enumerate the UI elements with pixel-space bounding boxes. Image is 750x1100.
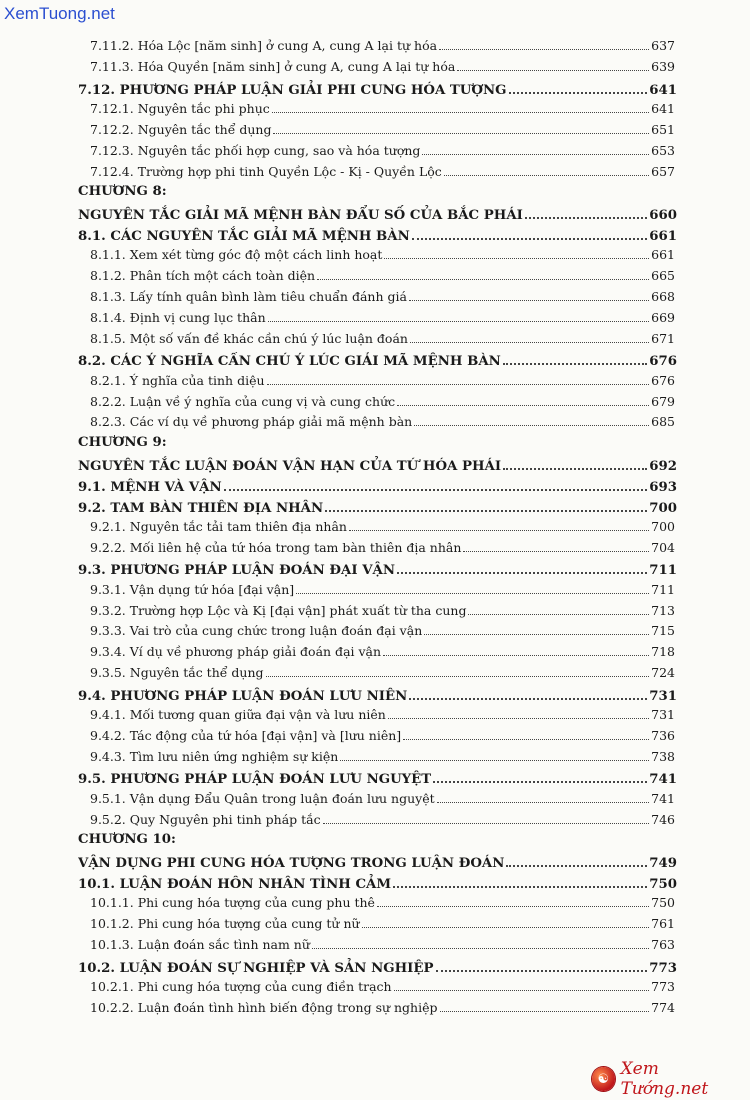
toc-entry-title: 9.3.5. Nguyên tắc thể dụng — [90, 665, 264, 681]
dot-leader — [436, 958, 648, 972]
toc-entry — [90, 122, 675, 137]
dot-leader — [403, 728, 649, 740]
toc-entry-page: 750 — [649, 876, 677, 892]
toc-entry — [78, 958, 677, 976]
toc-entry — [78, 770, 677, 788]
site-logo — [592, 1059, 744, 1099]
dot-leader — [349, 519, 649, 531]
toc-entry-title: 7.12.4. Trường hợp phi tinh Quyền Lộc - Kị - Quyền Lộc — [90, 163, 442, 179]
toc-entry — [78, 853, 677, 871]
toc-entry-title: 7.12.2. Nguyên tắc thể dụng — [90, 121, 272, 137]
dot-leader — [433, 770, 647, 784]
toc-entry-title: 8.2.2. Luận về ý nghĩa của cung vị và cung chức — [90, 393, 396, 409]
dot-leader — [397, 393, 649, 405]
toc-entry — [78, 477, 677, 495]
toc-entry-page: 669 — [651, 309, 675, 325]
toc-entry-title: 10.2.2. Luận đoán tình hình biến động trong sự nghiệp — [90, 999, 438, 1015]
toc-entry-page: 773 — [649, 960, 677, 976]
dot-leader — [317, 268, 649, 280]
toc-entry-title: 8.2. CÁC Ý NGHĨA CẦN CHÚ Ý LÚC GIẢI MÃ MỆNH BÀN — [78, 354, 501, 370]
toc-entry-page: 653 — [651, 142, 675, 158]
toc-entry-title: CHƯƠNG 10: — [78, 832, 176, 848]
toc-entry-title: 9.4.2. Tác động của tứ hóa [đại vận] và [lưu niên] — [90, 727, 402, 743]
toc-entry-title: 10.1.3. Luận đoán sắc tình nam nữ — [90, 936, 310, 952]
toc-entry-page: 676 — [651, 372, 675, 388]
toc-entry-title: 8.1.5. Một số vấn đề khác cần chú ý lúc luận đoán — [90, 330, 408, 346]
site-watermark: XemTuong.net — [4, 4, 115, 23]
chapter-heading — [78, 184, 677, 199]
toc-entry-title: 7.12. PHƯƠNG PHÁP LUẬN GIẢI PHI CUNG HÓA TƯỢNG — [78, 82, 507, 98]
toc-entry-page: 661 — [651, 247, 675, 263]
dot-leader — [503, 352, 647, 366]
toc-entry-page: 761 — [651, 916, 675, 932]
toc-entry-page: 731 — [651, 707, 675, 723]
toc-entry-page: 763 — [651, 936, 675, 952]
dot-leader — [439, 38, 649, 50]
toc-entry — [90, 163, 675, 178]
dot-leader — [362, 916, 650, 928]
toc-entry-page: 738 — [651, 748, 675, 764]
dot-leader — [397, 561, 647, 575]
dot-leader — [268, 310, 650, 322]
toc-entry-page: 715 — [651, 623, 675, 639]
toc-entry-page: 713 — [651, 602, 675, 618]
toc-entry — [78, 226, 677, 244]
toc-entry-page: 641 — [649, 82, 677, 98]
toc-entry-page: 637 — [651, 38, 675, 54]
dot-leader — [468, 602, 649, 614]
toc-entry-page: 750 — [651, 895, 675, 911]
dot-leader — [509, 80, 648, 94]
toc-entry-page: 661 — [649, 229, 677, 245]
dot-leader — [323, 811, 650, 823]
toc-entry-page: 704 — [651, 539, 675, 555]
toc-entry-page: 676 — [649, 354, 677, 370]
toc-entry-page: 741 — [651, 790, 675, 806]
toc-entry-page: 692 — [649, 458, 677, 474]
toc-entry-page: 773 — [651, 978, 675, 994]
toc-entry-page: 731 — [649, 688, 677, 704]
toc-entry — [90, 331, 675, 346]
toc-entry-page: 700 — [649, 500, 677, 516]
toc-entry-title: 8.2.1. Ý nghĩa của tinh diệu — [90, 372, 265, 388]
toc-entry-page: 671 — [651, 330, 675, 346]
dot-leader — [422, 143, 649, 155]
toc-entry-title: 9.3. PHƯƠNG PHÁP LUẬN ĐOÁN ĐẠI VẬN — [78, 563, 395, 579]
toc-entry — [90, 749, 675, 764]
toc-entry — [90, 414, 675, 429]
toc-entry — [90, 540, 675, 555]
toc-entry — [90, 895, 675, 910]
dot-leader — [409, 289, 649, 301]
toc-entry — [78, 456, 677, 474]
toc-entry-title: 9.2.2. Mối liên hệ của tứ hóa trong tam bàn thiên địa nhân — [90, 539, 462, 555]
toc-entry — [90, 38, 675, 53]
dot-leader — [412, 226, 647, 240]
toc-entry-page: 660 — [649, 208, 677, 224]
dot-leader — [312, 937, 649, 949]
dot-leader — [409, 686, 647, 700]
toc-entry-title: 9.1. MỆNH VÀ VẬN — [78, 479, 222, 495]
toc-entry-page: 711 — [651, 581, 675, 597]
toc-entry-page: 657 — [651, 163, 675, 179]
toc-entry — [90, 101, 675, 116]
toc-entry — [90, 623, 675, 638]
toc-entry-title: 7.12.1. Nguyên tắc phi phục — [90, 100, 270, 116]
toc-entry — [90, 707, 675, 722]
dot-leader — [266, 665, 650, 677]
toc-entry-title: 9.5.2. Quy Nguyên phi tinh pháp tắc — [90, 811, 321, 827]
toc-entry-page: 679 — [651, 393, 675, 409]
toc-entry — [78, 686, 677, 704]
dot-leader — [457, 59, 649, 71]
toc-entry-page: 718 — [651, 644, 675, 660]
dot-leader — [388, 707, 649, 719]
dot-leader — [437, 790, 650, 802]
toc-entry-title: 8.1.1. Xem xét từng góc độ một cách linh hoạt — [90, 247, 383, 263]
toc-entry-page: 746 — [651, 811, 675, 827]
toc-entry — [90, 979, 675, 994]
toc-entry-title: CHƯƠNG 9: — [78, 435, 167, 451]
toc-entry-title: 9.2.1. Nguyên tắc tải tam thiên địa nhân — [90, 518, 347, 534]
toc-entry — [90, 143, 675, 158]
toc-entry-title: 7.11.3. Hóa Quyền [năm sinh] ở cung A, cung A lại tự hóa — [90, 59, 456, 75]
dot-leader — [463, 540, 649, 552]
toc-entry-title: 10.1. LUẬN ĐOÁN HÔN NHÂN TÌNH CẢM — [78, 876, 392, 892]
toc-entry — [90, 602, 675, 617]
toc-entry — [78, 561, 677, 579]
toc-entry-page: 641 — [651, 100, 675, 116]
toc-entry — [90, 790, 675, 805]
dot-leader — [272, 101, 649, 113]
toc-entry-title: 9.3.2. Trường hợp Lộc và Kị [đại vận] phát xuất từ tha cung — [90, 602, 467, 618]
toc-entry-page: 774 — [651, 999, 675, 1015]
dot-leader — [410, 331, 649, 343]
dot-leader — [503, 456, 647, 470]
toc-entry-title: 7.11.2. Hóa Lộc [năm sinh] ở cung A, cung A lại tự hóa — [90, 38, 438, 54]
toc-entry-page: 668 — [651, 289, 675, 305]
toc-entry-page: 749 — [649, 856, 677, 872]
toc-entry-title: 9.4. PHƯƠNG PHÁP LUẬN ĐOÁN LƯU NIÊN — [78, 688, 408, 704]
toc-entry — [90, 728, 675, 743]
dot-leader — [393, 874, 647, 888]
toc-entry-page: 741 — [649, 772, 677, 788]
toc-entry-title: 10.2.1. Phi cung hóa tượng của cung điền trạch — [90, 978, 392, 994]
toc-entry-page: 736 — [651, 727, 675, 743]
toc-entry — [78, 205, 677, 223]
toc-entry-title: 9.2. TAM BÀN THIÊN ĐỊA NHÂN — [78, 500, 324, 516]
toc-entry-page: 724 — [651, 665, 675, 681]
toc-entry-title: 8.1.4. Định vị cung lục thân — [90, 309, 266, 325]
toc-entry-title: NGUYÊN TẮC LUẬN ĐOÁN VẬN HẠN CỦA TỨ HÓA PHÁI — [78, 458, 502, 474]
toc-entry — [78, 80, 677, 98]
toc-entry-title: 9.4.1. Mối tương quan giữa đại vận và lưu niên — [90, 707, 386, 723]
dot-leader — [525, 205, 647, 219]
toc-entry-title: 7.12.3. Nguyên tắc phối hợp cung, sao và hóa tượng — [90, 142, 421, 158]
dot-leader — [340, 749, 649, 761]
toc-entry-title: 8.2.3. Các ví dụ về phương pháp giải mã mệnh bàn — [90, 414, 413, 430]
site-logo-text: Xem Tướng.net — [620, 1059, 709, 1099]
toc-entry-title: VẬN DỤNG PHI CUNG HÓA TƯỢNG TRONG LUẬN ĐOÁN — [78, 856, 505, 872]
toc-entry — [78, 352, 677, 370]
toc-entry — [90, 310, 675, 325]
toc-entry-page: 711 — [649, 563, 677, 579]
toc-entry — [90, 999, 675, 1014]
toc-entry — [90, 393, 675, 408]
toc-entry-title: 9.4.3. Tìm lưu niên ứng nghiệm sự kiện — [90, 748, 339, 764]
toc-entry-title: 9.3.3. Vai trò của cung chức trong luận đoán đại vận — [90, 623, 423, 639]
dot-leader — [384, 247, 649, 259]
toc-entry-title: 8.1.2. Phân tích một cách toàn diện — [90, 268, 316, 284]
toc-entry-page: 639 — [651, 59, 675, 75]
toc-entry-title: 8.1.3. Lấy tính quân bình làm tiêu chuẩn đánh giá — [90, 289, 407, 305]
toc-entry-title: 9.3.4. Ví dụ về phương pháp giải đoán đại vận — [90, 644, 382, 660]
toc-entry-page: 693 — [649, 479, 677, 495]
toc-entry-title: 9.5.1. Vận dụng Đẩu Quân trong luận đoán lưu nguyệt — [90, 790, 435, 806]
toc-entry — [90, 268, 675, 283]
toc-entry — [90, 519, 675, 534]
toc-entry — [90, 289, 675, 304]
toc-entry-title: 8.1. CÁC NGUYÊN TẮC GIẢI MÃ MỆNH BÀN — [78, 229, 410, 245]
toc-entry — [90, 811, 675, 826]
toc-entry-title: 9.3.1. Vận dụng tứ hóa [đại vận] — [90, 581, 295, 597]
toc-entry-page: 665 — [651, 268, 675, 284]
toc-entry — [90, 937, 675, 952]
dot-leader — [414, 414, 649, 426]
dot-leader — [296, 581, 649, 593]
toc-entry-title: 9.5. PHƯƠNG PHÁP LUẬN ĐOÁN LƯU NGUYỆT — [78, 772, 432, 788]
dot-leader — [377, 895, 649, 907]
toc-entry-page: 651 — [651, 121, 675, 137]
toc-entry — [90, 665, 675, 680]
dot-leader — [224, 477, 648, 491]
toc-entry — [90, 372, 675, 387]
toc-entry-title: 10.2. LUẬN ĐOÁN SỰ NGHIỆP VÀ SẢN NGHIỆP — [78, 960, 434, 976]
toc-entry — [78, 498, 677, 516]
chapter-heading — [78, 832, 677, 847]
toc-entry-title: CHƯƠNG 8: — [78, 184, 167, 200]
dot-leader — [394, 979, 650, 991]
dot-leader — [444, 163, 649, 175]
dot-leader — [383, 644, 649, 656]
yin-yang-icon: ☯ — [592, 1067, 615, 1091]
toc-entry — [78, 874, 677, 892]
dot-leader — [440, 999, 650, 1011]
toc-entry — [90, 247, 675, 262]
dot-leader — [267, 372, 650, 384]
dot-leader — [325, 498, 647, 512]
toc-entry-title: 10.1.1. Phi cung hóa tượng của cung phu thê — [90, 895, 375, 911]
toc-entry — [90, 644, 675, 659]
toc-entry — [90, 916, 675, 931]
toc-entry-title: NGUYÊN TẮC GIẢI MÃ MỆNH BÀN ĐẨU SỐ CỦA BẮC PHÁI — [78, 208, 523, 224]
chapter-heading — [78, 435, 677, 450]
toc-entry-page: 685 — [651, 414, 675, 430]
dot-leader — [273, 122, 649, 134]
toc-entry — [90, 581, 675, 596]
toc-entry — [90, 59, 675, 74]
dot-leader — [506, 853, 647, 867]
dot-leader — [424, 623, 649, 635]
toc-entry-page: 700 — [651, 518, 675, 534]
toc-entry-title: 10.1.2. Phi cung hóa tượng của cung tử nữ — [90, 916, 360, 932]
